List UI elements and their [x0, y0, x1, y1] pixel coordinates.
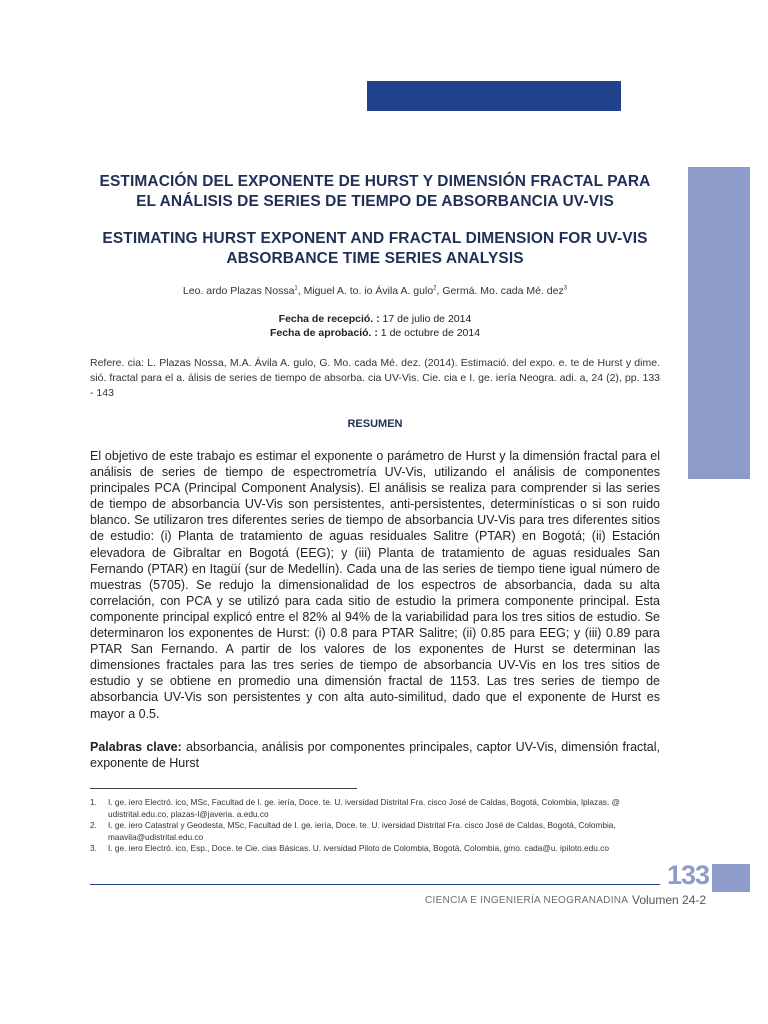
author-2-affiliation: 2 — [433, 285, 437, 292]
title-spanish: ESTIMACIÓN DEL EXPONENTE DE HURST Y DIMENSIÓN FRACTAL PARA EL ANÁLISIS DE SERIES DE TIEMPO DE ABSORBANCIA UV-VIS — [99, 173, 651, 210]
keywords — [90, 739, 660, 771]
author-1: Leo. ardo Plazas Nossa — [182, 285, 295, 297]
abstract-heading: RESUMEN — [347, 418, 403, 430]
footnote-list — [90, 797, 660, 855]
page-number: 133 — [667, 860, 710, 890]
author-3-affiliation: 3 — [563, 285, 568, 292]
approved-date: Fecha de aprobació. : 1 de octubre de 2014 — [269, 327, 481, 339]
keywords-label: Palabras clave: — [90, 740, 182, 754]
title-english: ESTIMATING HURST EXPONENT AND FRACTAL DIMENSION FOR UV-VIS ABSORBANCE TIME SERIES ANALYSIS — [102, 230, 648, 267]
citation-reference: Refere. cia: L. Plazas Nossa, M.A. Ávila A. gulo, G. Mo. cada Mé. dez. (2014). Estimació. del expo. e. te de Hurst y dime. sió. fractal para el a. álisis de series de tiempo de absorba. cia UV-Vis. Cie. cia e I. ge. iería Neogra. adi. a, 24 (2), pp. 133 - 143 — [90, 357, 660, 399]
header-color-bar — [367, 81, 621, 111]
footnote-item: 2. I. ge. iero Catastral y Geodesta, MSc, Facultad de I. ge. iería, Doce. te. U. iversidad Distrital Fra. cisco José de Caldas, Bogotá, Colombia, maavila@udistrital.edu.co — [90, 820, 616, 842]
author-1-affiliation: 1 — [294, 285, 298, 292]
submission-dates — [90, 312, 660, 340]
author-2: , Miguel A. to. io Ávila A. gulo — [297, 285, 434, 297]
author-3: , Germá. Mo. cada Mé. dez — [436, 285, 564, 297]
received-date: Fecha de recepció. : 17 de julio de 2014 — [278, 313, 472, 325]
keywords-text: absorbancia, análisis por componentes principales, captor UV-Vis, dimensión fractal, exponente de Hurst — [90, 740, 660, 770]
footnote-divider — [90, 788, 357, 789]
journal-volume: Volumen 24-2 — [632, 893, 707, 907]
side-color-tab — [688, 167, 750, 479]
page-number-tab — [712, 864, 750, 892]
footer-divider — [90, 884, 660, 885]
author-list — [90, 285, 660, 297]
footnote-item: 3. I. ge. iero Electró. ico, Esp., Doce. te Cie. cias Básicas. U. iversidad Piloto de Colombia, Bogotá, Colombia, gmo. cada@u. ipiloto.edu.co — [90, 843, 609, 853]
abstract-body: El objetivo de este trabajo es estimar el exponente o parámetro de Hurst y la dimensión fractal para el análisis de series de tiempo de espectrometría UV-Vis, utilizando el análisis de componentes principales PCA (Principal Component Analysis). El análisis se realiza para comprender si las series de tiempo de absorbancia UV-Vis son persistentes, anti-persistentes, determinísticas o si son ruido blanco. Se utilizaron tres diferentes series de tiempo de absorbancia UV-Vis para tres diferentes sitios de estudio: (i) Planta de tratamiento de aguas residuales Salitre (PTAR) en Bogotá; (ii) Estación elevadora de Gibraltar en Bogotá (EEG); y (iii) Planta de tratamiento de aguas residuales San Fernando (PTAR) en Itagüí (sur de Medellín). Cada una de las series de tiempo tiene igual número de muestras (5705). Se redujo la dimensionalidad de los espectros de absorbancia, dada su alta correlación, con PCA y se utilizó para cada sitio de estudio la primera componente principal. Esta componente principal explicó entre el 82% al 94% de la variabilidad para los tres sitios de estudio. Se determinaron los exponentes de Hurst: (i) 0.8 para PTAR Salitre; (ii) 0.85 para EEG; y (iii) 0.89 para PTAR San Fernando. A partir de los valores de los exponentes de Hurst se determinan las dimensiones fractales para las tres series de tiempo de absorbancia UV-Vis en los tres sitios de estudio y se obtiene en promedio una dimensión fractal de 1153. Las tres series de tiempo de absorbancia UV-Vis son persistentes y con alta auto-similitud, dado que el exponente de Hurst es mayor a 0.5. — [90, 449, 660, 721]
journal-name: CIENCIA E INGENIERÍA NEOGRANADINA — [425, 895, 629, 906]
footnote-item: 1. I. ge. iero Electró. ico, MSc, Facultad de I. ge. iería, Doce. te. U. iversidad Distrital Fra. cisco José de Caldas, Bogotá, Colombia, lplazas. @ udistrital.edu.co, plazas-l@javeria. a.edu.co — [90, 797, 620, 819]
